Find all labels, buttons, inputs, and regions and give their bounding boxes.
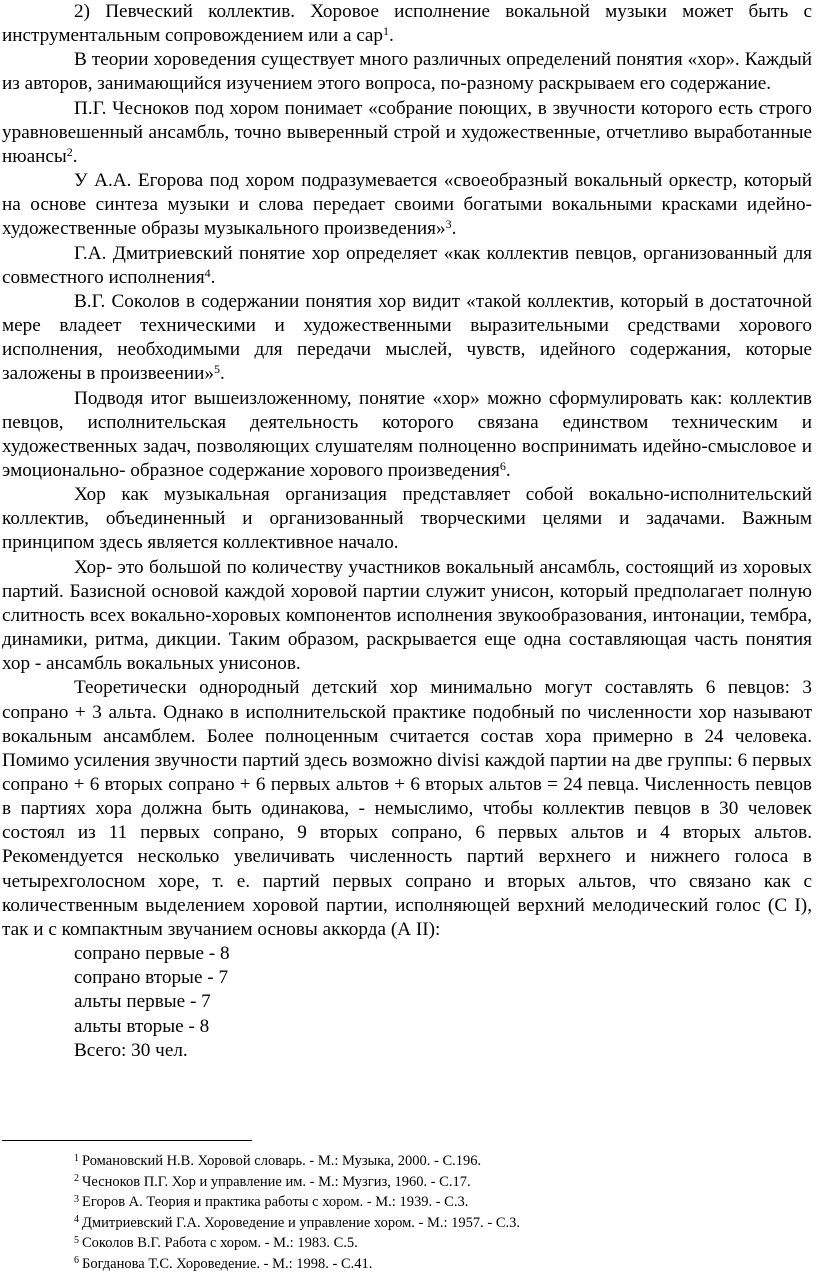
paragraph-2: В теории хороведения существует много различных определений понятия «хор». Каждый из авторов, занимающийся изучением этого вопроса, по-разному раскрываем его содержание. [2,49,812,95]
list-item: сопрано вторые - 7 [74,967,229,989]
paragraph-1: 2) Певческий коллектив. Хоровое исполнение вокальной музыки может быть с инструментальным сопровождением или а cap$^1$. [2,1,812,47]
footnote-4: $^4$ Дмитриевский Г.А. Хороведение и управление хором. - М.: 1957. - С.3. [74,1214,521,1231]
list-item: сопрано первые - 8 [74,943,230,965]
footnote-separator [2,1140,252,1141]
list-item: альты вторые - 8 [74,1015,210,1037]
paragraph-4: У А.А. Егорова под хором подразумевается «своеобразный вокальный оркестр, который на основе синтеза музыки и слова передает своими богатыми вокальными красками идейно- художественные образы музыкального произведения»$^3$. [2,170,812,240]
list-item-total: Всего: 30 чел. [74,1039,188,1061]
paragraph-5: Г.А. Дмитриевский понятие хор определяет «как коллектив певцов, организованный для совместного исполнения$^4$. [2,242,812,288]
footnote-ref-6: 6 [499,458,506,473]
footnote-5: $^5$ Соколов В.Г. Работа с хором. - М.: 1983. С.5. [74,1234,358,1252]
footnote-ref-3: 3 [445,217,452,232]
paragraph-6: В.Г. Соколов в содержании понятия хор видит «такой коллектив, который в достаточной мере владеет техническими и художественными выразительными средствами хорового исполнения, необходимыми для передачи мыслей, чувств, идейного содержания, которые заложены в произвеении»$^5$. [2,290,812,385]
footnote-ref-4: 4 [204,265,211,280]
footnote-1: $^1$ Романовский Н.В. Хоровой словарь. - М.: Музыка, 2000. - С.196. [74,1152,482,1169]
paragraph-10: Теоретически однородный детский хор минимально могут составлять 6 певцов: 3 сопрано + 3 альта. Однако в исполнительской практике подобный по численности хор называют вокальным ансамблем. Более полноценным считается состав хора примерно в 24 человека. Помимо усиления звучности партий здесь возможно divisi каждой партии на две группы: 6 первых сопрано + 6 вторых сопрано + 6 первых альтов + 6 вторых альтов = 24 певца. Численность певцов в партиях хора должна быть одинакова, - немыслимо, чтобы коллектив певцов в 30 человек состоял из 11 первых сопрано, 9 вторых сопрано, 6 первых альтов и 4 вторых альтов. Рекомендуется несколько увеличивать численность партий верхнего и нижнего голоса в четырехголосном хоре, т. е. партий первых сопрано и вторых альтов, что связано как с количественным выделением хоровой партии, исполняющей верхний мелодический голос (С I), так и с компактным звучанием основы аккорда (А II): [2,677,812,940]
footnote-3: $^3$ Егоров А. Теория и практика работы с хором. - М.: 1939. - С.3. [74,1193,469,1211]
body-text [2,0,812,1063]
list-item: альты первые - 7 [74,991,211,1013]
footnote-6: $^6$ Богданова Т.С. Хороведение. - М.: 1998. - С.41. [74,1255,373,1272]
footnote-ref-5: 5 [213,362,220,377]
voice-list [2,942,812,1063]
paragraph-8: Хор как музыкальная организация представляет собой вокально-исполнительский коллектив, объединенный и организованный творческими целями и задачами. Важным принципом здесь является коллективное начало. [2,484,812,554]
footnote-ref-1: 1 [383,24,389,39]
paragraph-3: П.Г. Чесноков под хором понимает «собрание поющих, в звучности которого есть строго уравновешенный ансамбль, точно выверенный строй и художественные, отчетливо выработанные нюансы$^2$. [2,97,812,167]
footnotes [2,1151,812,1275]
footnote-ref-2: 2 [66,144,73,159]
footnote-2: $^2$ Чесноков П.Г. Хор и управление им. - М.: Музгиз, 1960. - С.17. [74,1173,471,1190]
paragraph-7: Подводя итог вышеизложенному, понятие «хор» можно сформулировать как: коллектив певцов, исполнительская деятельность которого связана единством техническим и художественных задач, позволяющих слушателям полноценно воспринимать идейно-смысловое и эмоционально- образное содержание хорового произведения$^6$. [2,387,812,481]
paragraph-9: Хор- это большой по количеству участников вокальный ансамбль, состоящий из хоровых партий. Базисной основой каждой хоровой партии служит унисон, который предполагает полную слитность всех вокально-хоровых компонентов исполнения звукообразования, интонации, тембра, динамики, ритма, дикции. Таким образом, раскрывается еще одна составляющая часть понятия хор - ансамбль вокальных унисонов. [2,556,812,675]
